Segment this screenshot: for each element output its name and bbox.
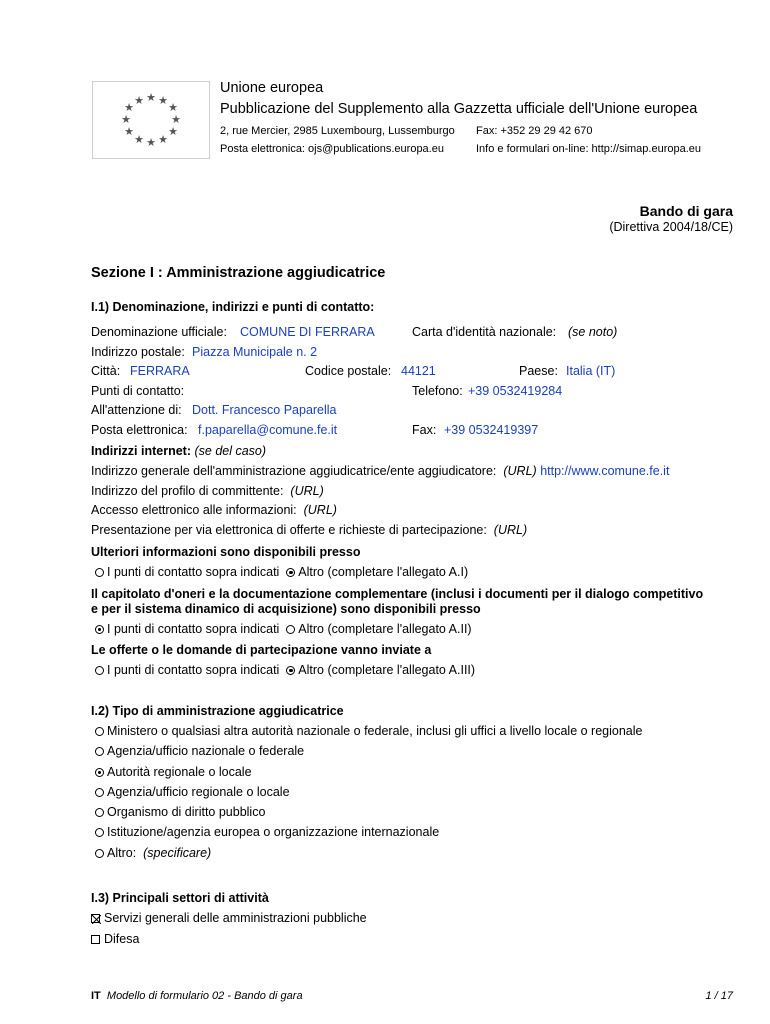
footer-model: Modello di formulario 02 - Bando di gara — [106, 990, 303, 1002]
accesso-row — [91, 503, 337, 517]
header-address: 2, rue Mercier, 2985 Luxembourg, Lussemburgo — [220, 125, 455, 137]
paese-label: Paese: — [519, 364, 558, 378]
carta-label: Carta d'identità nazionale: — [412, 325, 557, 339]
capitolato-opt-punti: I punti di contatto sopra indicati — [107, 622, 280, 636]
checkbox-unchecked-icon[interactable] — [91, 935, 100, 944]
offerte-opt-altro: Altro (completare l'allegato A.III) — [298, 663, 476, 677]
capitolato-options — [95, 622, 472, 636]
ulteriori-opt-altro: Altro (completare l'allegato A.I) — [298, 565, 469, 579]
eu-stars-icon — [93, 82, 209, 158]
addr-gen-label: Indirizzo generale dell'amministrazione aggiudicatrice/ente aggiudicatore: — [91, 464, 497, 478]
i2-option-label: Altro: — [107, 846, 137, 860]
i2-altro-note: (specificare) — [143, 846, 212, 860]
svg-text:★: ★ — [121, 113, 131, 126]
svg-text:★: ★ — [171, 113, 181, 126]
citta-label: Città: — [91, 364, 121, 378]
addr-gen-url-tag: (URL) — [503, 464, 537, 478]
presentazione-label: Presentazione per via elettronica di offerte e richieste di partecipazione: — [91, 523, 487, 537]
posta-label: Posta elettronica: — [91, 423, 188, 437]
punti-label: Punti di contatto: — [91, 384, 185, 398]
i2-option-1[interactable] — [95, 744, 304, 758]
header-publication: Pubblicazione del Supplemento alla Gazzetta ufficiale dell'Unione europea — [220, 101, 698, 117]
citta-value: FERRARA — [130, 364, 190, 378]
header-email: Posta elettronica: ojs@publications.europa.eu — [220, 143, 444, 155]
denominazione-value: COMUNE DI FERRARA — [240, 325, 375, 339]
svg-text:★: ★ — [168, 101, 178, 114]
internet-label: Indirizzi internet: — [91, 444, 191, 458]
svg-text:★: ★ — [124, 125, 134, 138]
radio-unchecked-icon[interactable] — [95, 849, 104, 858]
capitolato-heading-1: Il capitolato d'oneri e la documentazione complementare (inclusi i documenti per il dialogo competitivo — [91, 587, 704, 601]
ulteriori-options — [95, 565, 468, 579]
i2-option-3[interactable] — [95, 785, 290, 799]
fax-value: +39 0532419397 — [444, 423, 539, 437]
i2-option-label: Organismo di diritto pubblico — [107, 805, 266, 819]
radio-unchecked-icon[interactable] — [95, 828, 104, 837]
internet-row — [91, 444, 266, 458]
ulteriori-opt-punti: I punti di contatto sopra indicati — [107, 565, 280, 579]
i2-option-label: Agenzia/ufficio regionale o locale — [107, 785, 290, 799]
i2-option-0[interactable] — [95, 724, 643, 738]
i1-heading: I.1) Denominazione, indirizzi e punti di contatto: — [91, 300, 375, 314]
i2-option-6[interactable] — [95, 846, 211, 860]
posta-value[interactable]: f.paparella@comune.fe.it — [198, 423, 338, 437]
i3-option-label: Difesa — [104, 932, 140, 946]
i2-heading: I.2) Tipo di amministrazione aggiudicatrice — [91, 704, 344, 718]
header-org: Unione europea — [220, 80, 324, 96]
i2-option-label: Ministero o qualsiasi altra autorità nazionale o federale, inclusi gli uffici a livello locale o regionale — [107, 724, 643, 738]
i2-option-5[interactable] — [95, 825, 439, 839]
attenzione-value: Dott. Francesco Paparella — [192, 403, 337, 417]
radio-unchecked-icon[interactable] — [286, 625, 295, 634]
radio-unchecked-icon[interactable] — [95, 727, 104, 736]
presentazione-url-tag: (URL) — [493, 523, 528, 537]
i2-option-label: Autorità regionale o locale — [107, 765, 252, 779]
offerte-opt-punti: I punti di contatto sopra indicati — [107, 663, 280, 677]
footer-lang: IT — [91, 990, 101, 1002]
i2-option-label: Agenzia/ufficio nazionale o federale — [107, 744, 305, 758]
internet-note: (se del caso) — [194, 444, 267, 458]
document-directive: (Direttiva 2004/18/CE) — [609, 220, 733, 234]
header-fax: Fax: +352 29 29 42 670 — [476, 125, 593, 137]
i3-option-1[interactable] — [91, 932, 139, 946]
addr-gen-row — [91, 464, 669, 478]
svg-text:★: ★ — [158, 94, 168, 107]
i3-option-0[interactable] — [91, 911, 367, 925]
svg-text:★: ★ — [146, 91, 156, 104]
accesso-url-tag: (URL) — [303, 503, 337, 517]
radio-checked-icon[interactable] — [286, 666, 295, 675]
radio-unchecked-icon[interactable] — [95, 666, 104, 675]
i3-heading: I.3) Principali settori di attività — [91, 891, 269, 905]
footer-left — [91, 990, 303, 1002]
offerte-options — [95, 663, 475, 677]
profilo-url-tag: (URL) — [290, 484, 324, 498]
i2-option-2[interactable] — [95, 765, 252, 779]
eu-flag-logo — [92, 81, 210, 159]
svg-text:★: ★ — [158, 133, 168, 146]
indirizzo-value: Piazza Municipale n. 2 — [192, 345, 318, 359]
radio-checked-icon[interactable] — [95, 625, 104, 634]
telefono-value: +39 0532419284 — [468, 384, 563, 398]
document-title: Bando di gara — [639, 203, 733, 219]
radio-unchecked-icon[interactable] — [95, 808, 104, 817]
fax-label: Fax: — [412, 423, 437, 437]
cap-value: 44121 — [401, 364, 436, 378]
attenzione-label: All'attenzione di: — [91, 403, 182, 417]
footer-page: 1 / 17 — [705, 990, 733, 1002]
accesso-label: Accesso elettronico alle informazioni: — [91, 503, 297, 517]
svg-text:★: ★ — [124, 101, 134, 114]
checkbox-checked-icon[interactable] — [91, 914, 100, 923]
presentazione-row — [91, 523, 527, 537]
svg-text:★: ★ — [168, 125, 178, 138]
i2-option-label: Istituzione/agenzia europea o organizzazione internazionale — [107, 825, 440, 839]
denominazione-label: Denominazione ufficiale: — [91, 325, 227, 339]
paese-value: Italia (IT) — [566, 364, 616, 378]
capitolato-heading-2: e per il sistema dinamico di acquisizione) sono disponibili presso — [91, 602, 481, 616]
section-title: Sezione I : Amministrazione aggiudicatrice — [91, 265, 386, 281]
svg-text:★: ★ — [146, 136, 156, 149]
cap-label: Codice postale: — [305, 364, 392, 378]
profilo-label: Indirizzo del profilo di committente: — [91, 484, 284, 498]
radio-checked-icon[interactable] — [286, 568, 295, 577]
radio-checked-icon[interactable] — [95, 768, 104, 777]
i2-option-4[interactable] — [95, 805, 265, 819]
svg-text:★: ★ — [134, 133, 144, 146]
radio-unchecked-icon[interactable] — [95, 788, 104, 797]
radio-unchecked-icon[interactable] — [95, 568, 104, 577]
i3-option-label: Servizi generali delle amministrazioni pubbliche — [104, 911, 367, 925]
capitolato-opt-altro: Altro (completare l'allegato A.II) — [298, 622, 472, 636]
offerte-heading: Le offerte o le domande di partecipazione vanno inviate a — [91, 643, 432, 657]
indirizzo-label: Indirizzo postale: — [91, 345, 185, 359]
svg-text:★: ★ — [134, 94, 144, 107]
radio-unchecked-icon[interactable] — [95, 747, 104, 756]
telefono-label: Telefono: — [412, 384, 463, 398]
profilo-row — [91, 484, 324, 498]
ulteriori-heading: Ulteriori informazioni sono disponibili presso — [91, 545, 361, 559]
header-info: Info e formulari on-line: http://simap.europa.eu — [476, 143, 702, 155]
addr-gen-link[interactable]: http://www.comune.fe.it — [540, 464, 670, 478]
carta-value: (se noto) — [568, 325, 618, 339]
